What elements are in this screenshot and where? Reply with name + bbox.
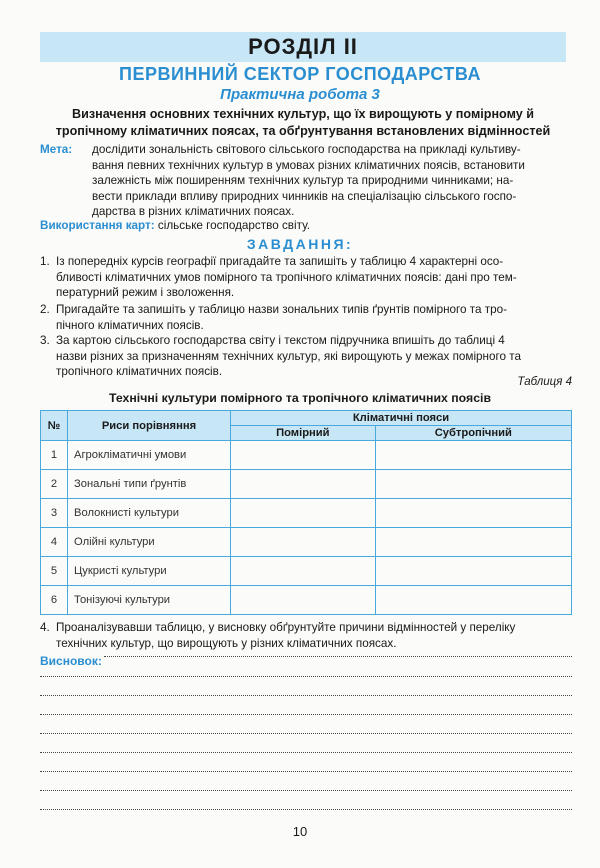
task-line: пічного кліматичних поясів. — [56, 318, 204, 332]
task-text — [56, 333, 572, 380]
table-title: Технічні культури помірного та тропічного кліматичних поясів — [108, 391, 492, 405]
row-number: 1 — [41, 441, 68, 470]
goal-line: дарства в різних кліматичних поясах. — [92, 205, 295, 218]
cell-subtropical[interactable] — [375, 470, 571, 499]
row-label: Цукристі культури — [68, 557, 231, 586]
task-number: 3. — [40, 334, 50, 347]
cell-temperate[interactable] — [231, 499, 376, 528]
practical-work-subtitle: Практична робота 3 — [220, 86, 380, 103]
cell-subtropical[interactable] — [375, 499, 571, 528]
table-caption: Таблиця 4 — [517, 376, 572, 388]
writing-line[interactable] — [40, 695, 572, 696]
task-line: Проаналізувавши таблицю, у висновку обґрунтуйте причини відмінностей у переліку — [56, 621, 516, 634]
topic-line: Визначення основних технічних культур, що їх вирощують у помірному й — [72, 107, 534, 121]
goal-text — [92, 142, 568, 220]
row-label: Агрокліматичні умови — [68, 441, 231, 470]
cell-subtropical[interactable] — [375, 441, 571, 470]
task-line: бливості кліматичних умов помірного та тропічного кліматичних поясів: дані про тем- — [56, 270, 517, 284]
task-number: 1. — [40, 255, 50, 268]
writing-line[interactable] — [40, 790, 572, 791]
task-line: тропічного кліматичних поясів. — [56, 365, 223, 378]
page-title: ПЕРВИННИЙ СЕКТОР ГОСПОДАРСТВА — [119, 64, 481, 84]
column-header-climate-zones: Кліматичні пояси — [231, 411, 572, 426]
task-text — [56, 302, 572, 333]
writing-line[interactable] — [40, 733, 572, 734]
row-label: Тонізуючі культури — [68, 586, 231, 615]
row-number: 2 — [41, 470, 68, 499]
goal-line: вести приклади впливу природних чинників на спеціалізацію сільського госпо- — [92, 189, 517, 203]
task-number: 2. — [40, 303, 50, 316]
row-label: Олійні культури — [68, 528, 231, 557]
task-line: Із попередніх курсів географії пригадайте та запишіть у таблицю 4 характерні осо- — [56, 255, 504, 268]
task-number: 4. — [40, 621, 50, 634]
maps-text: сільське господарство світу. — [157, 219, 310, 232]
task-line: пературний режим і зволоження. — [56, 286, 235, 299]
goal-label: Мета: — [40, 143, 73, 156]
cell-subtropical[interactable] — [375, 586, 571, 615]
row-number: 4 — [41, 528, 68, 557]
row-number: 3 — [41, 499, 68, 528]
task-line: Пригадайте та запишіть у таблицю назви зональних типів ґрунтів помірного та тро- — [56, 303, 507, 316]
maps-usage — [40, 219, 570, 232]
table-row — [41, 557, 572, 586]
task-line: технічних культур, що вирощують у різних кліматичних поясах. — [56, 636, 397, 650]
task-text — [56, 620, 572, 651]
comparison-table — [40, 410, 572, 615]
row-number: 6 — [41, 586, 68, 615]
writing-line[interactable] — [40, 676, 572, 677]
work-topic — [40, 106, 566, 140]
cell-temperate[interactable] — [231, 557, 376, 586]
writing-line[interactable] — [40, 771, 572, 772]
goal-line: вання певних технічних культур в умовах різних кліматичних поясів, встановити — [92, 158, 525, 172]
goal-line: дослідити зональність світового сільського господарства на прикладі культиву- — [92, 143, 521, 156]
writing-line[interactable] — [40, 752, 572, 753]
column-header-temperate: Помірний — [231, 426, 376, 441]
table-row — [41, 470, 572, 499]
cell-subtropical[interactable] — [375, 557, 571, 586]
cell-temperate[interactable] — [231, 470, 376, 499]
cell-temperate[interactable] — [231, 441, 376, 470]
goal-line: залежність між поширенням технічних культур та природними чинниками; на- — [92, 174, 514, 187]
topic-line: тропічному кліматичних поясах, та обґрунтування встановлених відмінностей — [55, 124, 551, 138]
cell-subtropical[interactable] — [375, 528, 571, 557]
cell-temperate[interactable] — [231, 586, 376, 615]
cell-temperate[interactable] — [231, 528, 376, 557]
writing-line[interactable] — [40, 809, 572, 810]
writing-line[interactable] — [104, 656, 572, 657]
column-header-number: № — [41, 411, 68, 441]
task-line: За картою сільського господарства світу і текстом підручника впишіть до таблиці 4 — [56, 334, 505, 347]
row-label: Зональні типи ґрунтів — [68, 470, 231, 499]
table-row — [41, 441, 572, 470]
table-row — [41, 528, 572, 557]
section-header: РОЗДІЛ II — [40, 32, 566, 62]
task-text — [56, 254, 572, 301]
maps-label: Використання карт: — [40, 219, 155, 232]
column-header-subtropical: Субтропічний — [375, 426, 571, 441]
row-number: 5 — [41, 557, 68, 586]
table-row — [41, 586, 572, 615]
task-line: назви різних за призначенням технічних культур, які вирощують у межах помірного та — [56, 349, 521, 363]
conclusion-label: Висновок: — [40, 654, 102, 668]
column-header-features: Риси порівняння — [68, 411, 231, 441]
page-number: 10 — [292, 824, 308, 839]
writing-line[interactable] — [40, 714, 572, 715]
table-row — [41, 499, 572, 528]
row-label: Волокнисті культури — [68, 499, 231, 528]
tasks-heading: ЗАВДАННЯ: — [246, 236, 354, 252]
